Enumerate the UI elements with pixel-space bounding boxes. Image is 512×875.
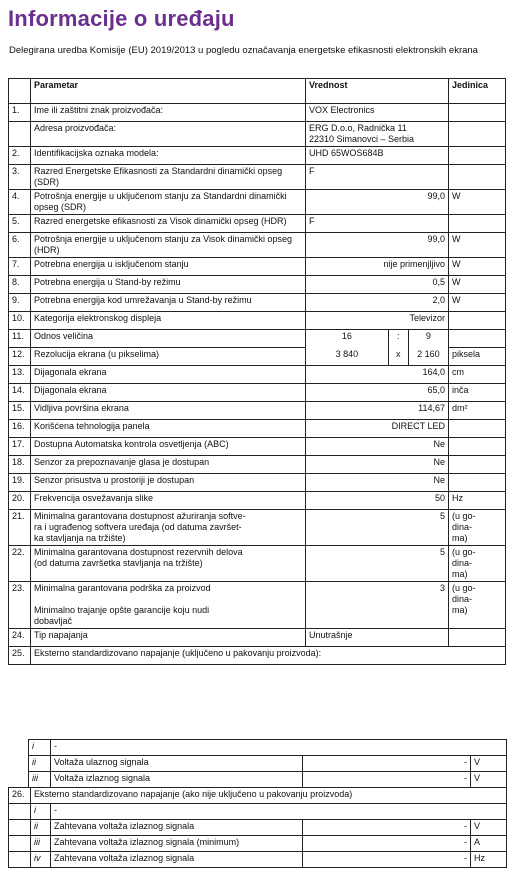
parameter-unit bbox=[449, 104, 506, 122]
row-number: 8. bbox=[9, 276, 31, 294]
parameter-value: 0,5 bbox=[306, 276, 449, 294]
sub-parameter-unit: A bbox=[471, 836, 507, 852]
parameter-label: Potrošnja energije u uključenom stanju za Visok dinamički opseg (HDR) bbox=[31, 233, 306, 258]
header-parametar: Parametar bbox=[31, 79, 306, 104]
table-row bbox=[9, 233, 506, 258]
value-part-2: 9 bbox=[425, 331, 431, 341]
row-number: 11. bbox=[9, 330, 31, 348]
row-number: 15. bbox=[9, 402, 31, 420]
parameter-unit bbox=[449, 165, 506, 190]
table-row bbox=[9, 456, 506, 474]
parameter-value: 5 bbox=[306, 510, 449, 546]
regulation-subtitle: Delegirana uredba Komisije (EU) 2019/2013 u pogledu označavanja energetske efikasnosti elektronskih ekrana bbox=[9, 45, 478, 56]
table-row bbox=[9, 122, 506, 147]
table-row bbox=[9, 836, 507, 852]
parameter-value: nije primenjljivo bbox=[306, 258, 449, 276]
parameter-value: Televizor bbox=[306, 312, 449, 330]
table-row bbox=[29, 740, 507, 756]
external-power-included-table bbox=[28, 739, 507, 788]
parameter-value: 2,0 bbox=[306, 294, 449, 312]
table-row bbox=[9, 420, 506, 438]
sub-parameter-value: - bbox=[303, 772, 471, 788]
row-number: 21. bbox=[9, 510, 31, 546]
value-separator: : bbox=[388, 330, 408, 348]
row-number: 22. bbox=[9, 546, 31, 582]
parameter-value: 114,67 bbox=[306, 402, 449, 420]
table-row bbox=[9, 384, 506, 402]
parameter-value: 99,0 bbox=[306, 190, 449, 215]
parameter-value: Ne bbox=[306, 438, 449, 456]
header-vrednost: Vrednost bbox=[306, 79, 449, 104]
parameter-unit bbox=[449, 629, 506, 647]
table-row bbox=[9, 402, 506, 420]
row-number: 14. bbox=[9, 384, 31, 402]
parameter-unit: Hz bbox=[449, 492, 506, 510]
table-row bbox=[9, 258, 506, 276]
row-number: 4. bbox=[9, 190, 31, 215]
sub-parameter-unit: V bbox=[471, 756, 507, 772]
parameter-unit bbox=[449, 474, 506, 492]
row-number: 10. bbox=[9, 312, 31, 330]
parameter-label: Adresa proizvođača: bbox=[31, 122, 306, 147]
sub-parameter-value: - bbox=[303, 756, 471, 772]
table-row bbox=[9, 804, 507, 820]
sub-parameter-label: Voltaža ulaznog signala bbox=[51, 756, 303, 772]
table-row bbox=[9, 546, 506, 582]
parameter-unit bbox=[449, 215, 506, 233]
row-number: 26. bbox=[9, 788, 31, 804]
parameter-label: Potrebna energija kod umrežavanja u Stand-by režimu bbox=[31, 294, 306, 312]
parameter-value: ERG D.o.o, Radnička 11 22310 Simanovci – Serbia bbox=[306, 122, 449, 147]
sub-parameter-label: Zahtevana voltaža izlaznog signala bbox=[51, 852, 303, 868]
parameter-label: Dijagonala ekrana bbox=[31, 384, 306, 402]
sub-parameter-value: - bbox=[303, 836, 471, 852]
parameter-unit: W bbox=[449, 276, 506, 294]
roman-index: iii bbox=[31, 836, 51, 852]
table-row bbox=[9, 852, 507, 868]
page-title: Informacije o uređaju bbox=[8, 6, 235, 31]
parameter-unit bbox=[449, 330, 506, 348]
row-number: 1. bbox=[9, 104, 31, 122]
parameter-value: 99,0 bbox=[306, 233, 449, 258]
energy-info-table bbox=[8, 78, 506, 665]
table-row bbox=[9, 104, 506, 122]
blank-cell bbox=[9, 820, 31, 836]
table-row bbox=[9, 348, 506, 366]
parameter-unit: W bbox=[449, 258, 506, 276]
row-number: 6. bbox=[9, 233, 31, 258]
table-row bbox=[9, 647, 506, 665]
parameter-unit bbox=[449, 456, 506, 474]
row-number: 18. bbox=[9, 456, 31, 474]
parameter-unit bbox=[449, 420, 506, 438]
parameter-value: Unutrašnje bbox=[306, 629, 449, 647]
table-row bbox=[9, 582, 506, 629]
table-row bbox=[9, 190, 506, 215]
parameter-unit bbox=[449, 438, 506, 456]
row-number: 3. bbox=[9, 165, 31, 190]
table-row bbox=[9, 820, 507, 836]
parameter-unit: cm bbox=[449, 366, 506, 384]
parameter-label: Tip napajanja bbox=[31, 629, 306, 647]
table-row bbox=[9, 165, 506, 190]
parameter-label: Rezolucija ekrana (u pikselima) bbox=[31, 348, 306, 366]
sub-parameter-unit: V bbox=[471, 772, 507, 788]
section26-title: Eksterno standardizovano napajanje (ako nije uključeno u pakovanju proizvoda) bbox=[31, 788, 507, 804]
value-split bbox=[306, 348, 449, 366]
sub-parameter-unit: V bbox=[471, 820, 507, 836]
parameter-label: Identifikacijska oznaka modela: bbox=[31, 147, 306, 165]
table-row bbox=[9, 312, 506, 330]
parameter-unit bbox=[449, 147, 506, 165]
table-row bbox=[9, 294, 506, 312]
row-number: 16. bbox=[9, 420, 31, 438]
parameter-value: 65,0 bbox=[306, 384, 449, 402]
header-jedinica: Jedinica bbox=[449, 79, 506, 104]
row-number: 17. bbox=[9, 438, 31, 456]
parameter-unit bbox=[449, 312, 506, 330]
parameter-unit: inča bbox=[449, 384, 506, 402]
parameter-value: F bbox=[306, 215, 449, 233]
parameter-value: 5 bbox=[306, 546, 449, 582]
parameter-unit: W bbox=[449, 233, 506, 258]
sub-parameter-label: Zahtevana voltaža izlaznog signala (minimum) bbox=[51, 836, 303, 852]
parameter-label: Vidljiva površina ekrana bbox=[31, 402, 306, 420]
parameter-label: Odnos veličina bbox=[31, 330, 306, 348]
parameter-label: Potrošnja energije u uključenom stanju za Standardni dinamički opseg (SDR) bbox=[31, 190, 306, 215]
row-number: 5. bbox=[9, 215, 31, 233]
roman-index: iii bbox=[29, 772, 51, 788]
row-number: 13. bbox=[9, 366, 31, 384]
parameter-unit: W bbox=[449, 190, 506, 215]
parameter-unit: W bbox=[449, 294, 506, 312]
parameter-value: DIRECT LED bbox=[306, 420, 449, 438]
parameter-value: 3 bbox=[306, 582, 449, 629]
parameter-value: Ne bbox=[306, 456, 449, 474]
parameter-label: Razred Energetske Efikasnosti za Standardni dinamički opseg (SDR) bbox=[31, 165, 306, 190]
section26-title-row bbox=[9, 788, 507, 804]
roman-index: ii bbox=[31, 820, 51, 836]
parameter-label: Minimalna garantovana podrška za proizvod Minimalno trajanje opšte garancije koju nudi dobavljač bbox=[31, 582, 306, 629]
row-number: 23. bbox=[9, 582, 31, 629]
table-row bbox=[9, 215, 506, 233]
table-row bbox=[9, 366, 506, 384]
table-row bbox=[9, 492, 506, 510]
roman-index: iv bbox=[31, 852, 51, 868]
parameter-unit: (u go- dina- ma) bbox=[449, 510, 506, 546]
table-row bbox=[9, 438, 506, 456]
value-separator: x bbox=[388, 348, 408, 366]
parameter-label: Potrebna energija u isključenom stanju bbox=[31, 258, 306, 276]
value-part-2: 2 160 bbox=[417, 348, 440, 359]
table-row bbox=[9, 474, 506, 492]
parameter-value: F bbox=[306, 165, 449, 190]
row-number: 7. bbox=[9, 258, 31, 276]
parameter-value: UHD 65WOS684B bbox=[306, 147, 449, 165]
parameter-unit: (u go- dina- ma) bbox=[449, 546, 506, 582]
external-power-not-included-table bbox=[8, 787, 507, 868]
parameter-label: Frekvencija osvežavanja slike bbox=[31, 492, 306, 510]
row-number: 25. bbox=[9, 647, 31, 665]
parameter-label: Ime ili zaštitni znak proizvođača: bbox=[31, 104, 306, 122]
sub-parameter-label: - bbox=[51, 740, 507, 756]
sub-parameter-label: - bbox=[51, 804, 507, 820]
parameter-label: Senzor za prepoznavanje glasa je dostupan bbox=[31, 456, 306, 474]
row-number: 12. bbox=[9, 348, 31, 366]
parameter-value: 164,0 bbox=[306, 366, 449, 384]
parameter-value: Ne bbox=[306, 474, 449, 492]
table-row bbox=[9, 510, 506, 546]
table-row bbox=[9, 330, 506, 348]
parameter-unit bbox=[449, 122, 506, 147]
roman-index: i bbox=[29, 740, 51, 756]
value-split bbox=[306, 330, 449, 348]
parameter-label: Minimalna garantovana dostupnost ažuriranja softve- ra i ugrađenog softvera uređaja (od datuma završet- ka stavljanja na tržište) bbox=[31, 510, 306, 546]
blank-cell bbox=[9, 852, 31, 868]
row-number: 24. bbox=[9, 629, 31, 647]
table-row bbox=[29, 756, 507, 772]
header-number bbox=[9, 79, 31, 104]
parameter-label: Eksterno standardizovano napajanje (uključeno u pakovanju proizvoda): bbox=[31, 647, 506, 665]
parameter-label: Razred energetske efikasnosti za Visok dinamički opseg (HDR) bbox=[31, 215, 306, 233]
parameter-label: Korišćena tehnologija panela bbox=[31, 420, 306, 438]
table-row bbox=[29, 772, 507, 788]
roman-index: i bbox=[31, 804, 51, 820]
row-number: 19. bbox=[9, 474, 31, 492]
parameter-label: Minimalna garantovana dostupnost rezervnih delova (od datuma završetka stavljanja na tržište) bbox=[31, 546, 306, 582]
row-number: 20. bbox=[9, 492, 31, 510]
sub-parameter-value: - bbox=[303, 852, 471, 868]
row-number bbox=[9, 122, 31, 147]
value-part-1: 16 bbox=[306, 330, 388, 348]
parameter-label: Dostupna Automatska kontrola osvetljenja (ABC) bbox=[31, 438, 306, 456]
table-header-row bbox=[9, 79, 506, 104]
row-number: 9. bbox=[9, 294, 31, 312]
parameter-label: Dijagonala ekrana bbox=[31, 366, 306, 384]
table-row bbox=[9, 629, 506, 647]
parameter-label: Senzor prisustva u prostoriji je dostupan bbox=[31, 474, 306, 492]
parameter-label: Kategorija elektronskog displeja bbox=[31, 312, 306, 330]
value-part-1: 3 840 bbox=[306, 348, 388, 366]
parameter-unit: piksela bbox=[449, 348, 506, 366]
parameter-label: Potrebna energija u Stand-by režimu bbox=[31, 276, 306, 294]
row-number: 2. bbox=[9, 147, 31, 165]
parameter-unit: (u go- dina- ma) bbox=[449, 582, 506, 629]
sub-parameter-label: Voltaža izlaznog signala bbox=[51, 772, 303, 788]
blank-cell bbox=[9, 804, 31, 820]
table-row bbox=[9, 147, 506, 165]
sub-parameter-unit: Hz bbox=[471, 852, 507, 868]
sub-parameter-value: - bbox=[303, 820, 471, 836]
blank-cell bbox=[9, 836, 31, 852]
parameter-value: 50 bbox=[306, 492, 449, 510]
parameter-unit: dm² bbox=[449, 402, 506, 420]
table-row bbox=[9, 276, 506, 294]
parameter-value: VOX Electronics bbox=[306, 104, 449, 122]
roman-index: ii bbox=[29, 756, 51, 772]
sub-parameter-label: Zahtevana voltaža izlaznog signala bbox=[51, 820, 303, 836]
